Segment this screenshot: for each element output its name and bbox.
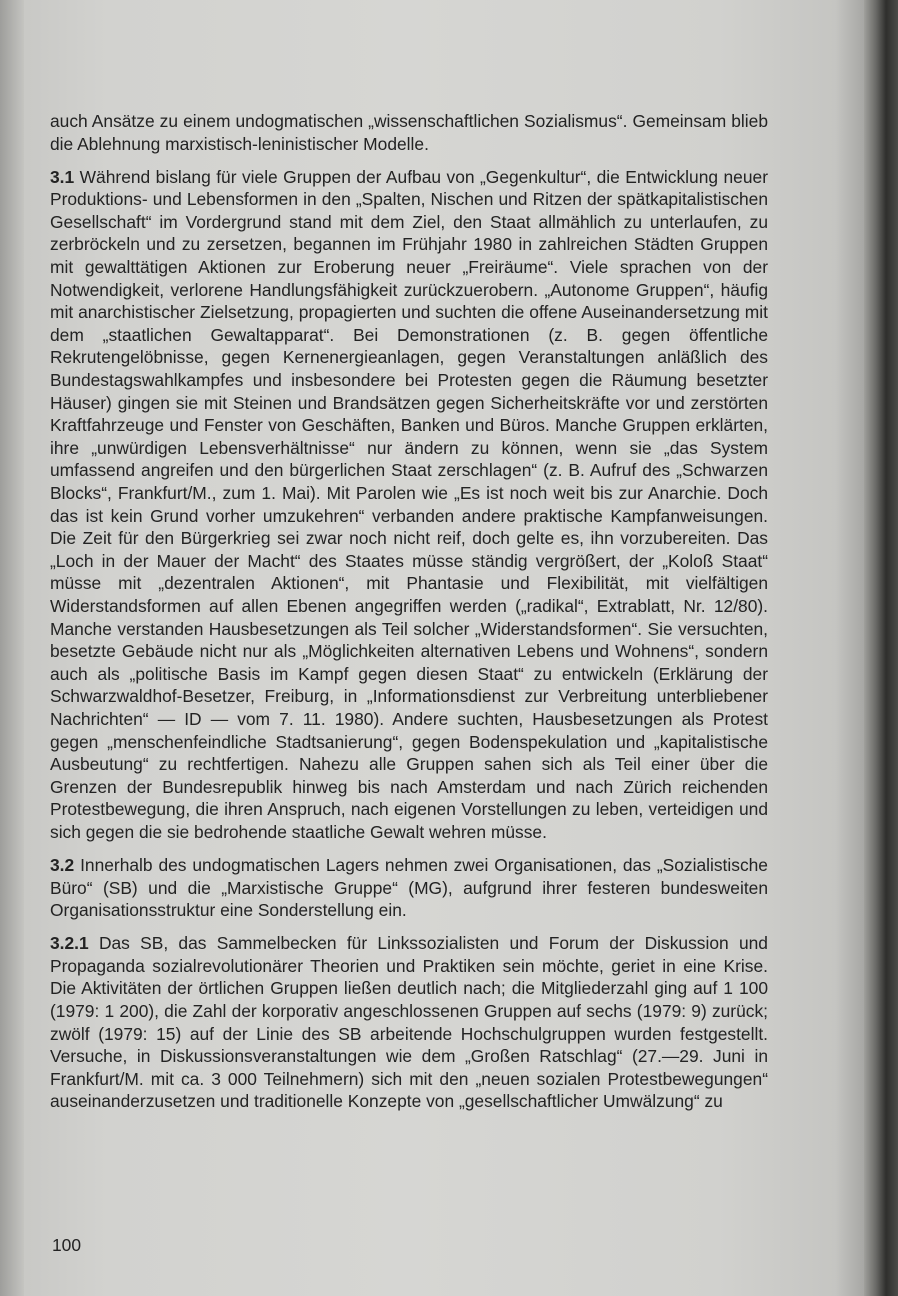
section-number: 3.1	[50, 166, 75, 187]
paragraph-3-1	[50, 166, 768, 844]
paragraph-3-2	[50, 854, 768, 922]
book-binding-shadow	[864, 0, 898, 1296]
paragraph-text: Während bislang für viele Gruppen der Aufbau von „Gegenkultur“, die Entwicklung neuer Produktions- und Lebensformen in den „Spalten, Nischen und Ritzen der spätkapitalistischen Gesellschaft“ im Vordergrund stand mit dem Ziel, den Staat allmählich zu unterlaufen, zu zerbröckeln und zu zersetzen, begannen im Frühjahr 1980 in zahlreichen Städten Gruppen mit gewalttätigen Aktionen zur Eroberung neuer „Freiräume“. Viele sprachen von der Notwendigkeit, verlorene Handlungsfähigkeit zurückzuerobern. „Autonome Gruppen“, häufig mit anarchistischer Zielsetzung, propagierten und suchten die offene Auseinandersetzung mit dem „staatlichen Gewaltapparat“. Bei Demonstrationen (z. B. gegen öffentliche Rekrutengelöbnisse, gegen Kernenergieanlagen, gegen Veranstaltungen anläßlich des Bundestagswahlkampfes und insbesondere bei Protesten gegen die Räumung besetzter Häuser) gingen sie mit Steinen und Brandsätzen gegen Sicherheitskräfte vor und zerstörten Kraftfahrzeuge und Fenster von Geschäften, Banken und Büros. Manche Gruppen erklärten, ihre „unwürdigen Lebensverhältnisse“ nur ändern zu können, wenn sie „das System umfassend angreifen und den bürgerlichen Staat zerschlagen“ (z. B. Aufruf des „Schwarzen Blocks“, Frankfurt/M., zum 1. Mai). Mit Parolen wie „Es ist noch weit bis zur Anarchie. Doch das ist kein Grund vorher umzukehren“ verbanden andere praktische Kampfanweisungen. Die Zeit für den Bürgerkrieg sei zwar noch nicht reif, doch gelte es, ihn vorzubereiten. Das „Loch in der Mauer der Macht“ des Staates müsse ständig vergrößert, der „Koloß Staat“ müsse mit „dezentralen Aktionen“, mit Phantasie und Flexibilität, mit vielfältigen Widerstandsformen auf allen Ebenen angegriffen werden („radikal“, Extrablatt, Nr. 12/80). Manche verstanden Hausbesetzungen als Teil solcher „Widerstandsformen“. Sie versuchten, besetzte Gebäude nicht nur als „Möglichkeiten alternativen Lebens und Wohnens“, sondern auch als „politische Basis im Kampf gegen diesen Staat“ zu entwickeln (Erklärung der Schwarzwaldhof-Besetzer, Freiburg, in „Informationsdienst zur Verbreitung unterbliebener Nachrichten“ — ID — vom 7. 11. 1980). Andere suchten, Hausbesetzungen als Protest gegen „menschenfeindliche Stadtsanierung“, gegen Bodenspekulation und „kapitalistische Ausbeutung“ zu rechtfertigen. Nahezu alle Gruppen sahen sich als Teil einer über die Grenzen der Bundesrepublik hinweg bis nach Amsterdam und nach Zürich reichenden Protestbewegung, die ihren Anspruch, nach eigenen Vorstellungen zu leben, verteidigen und sich gegen die sie bedrohende staatliche Gewalt wehren müsse.	[50, 166, 768, 842]
paragraph-text: auch Ansätze zu einem undogmatischen „wissenschaftlichen Sozialismus“. Gemeinsam blieb die Ablehnung marxistisch-leninistischer Modelle.	[50, 111, 768, 154]
paragraph-text: Innerhalb des undogmatischen Lagers nehmen zwei Organisationen, das „Sozialistische Büro“ (SB) und die „Marxistische Gruppe“ (MG), aufgrund ihrer festeren bundesweiten Organisationsstruktur eine Sonderstellung ein.	[50, 855, 768, 921]
page-edge-shadow	[0, 0, 24, 1296]
body-text	[50, 110, 768, 1124]
paragraph-text: Das SB, das Sammelbecken für Linkssozialisten und Forum der Diskussion und Propaganda sozialrevolutionärer Theorien und Praktiken sein möchte, geriet in eine Krise. Die Aktivitäten der örtlichen Gruppen ließen deutlich nach; die Mitgliederzahl ging auf 1 100 (1979: 1 200), die Zahl der korporativ angeschlossenen Gruppen auf sechs (1979: 9) zurück; zwölf (1979: 15) auf der Linie des SB arbeitende Hochschulgruppen wurden festgestellt. Versuche, in Diskussionsveranstaltungen wie dem „Großen Ratschlag“ (27.—29. Juni in Frankfurt/M. mit ca. 3 000 Teilnehmern) sich mit den „neuen sozialen Protestbewegungen“ auseinanderzusetzen und traditionelle Konzepte von „gesellschaftlicher Umwälzung“ zu	[50, 933, 768, 1112]
page-number: 100	[52, 1235, 82, 1255]
section-number: 3.2.1	[50, 933, 89, 954]
paragraph-3-2-1	[50, 932, 768, 1113]
paragraph-continuation	[50, 110, 768, 155]
section-number: 3.2	[50, 855, 75, 875]
